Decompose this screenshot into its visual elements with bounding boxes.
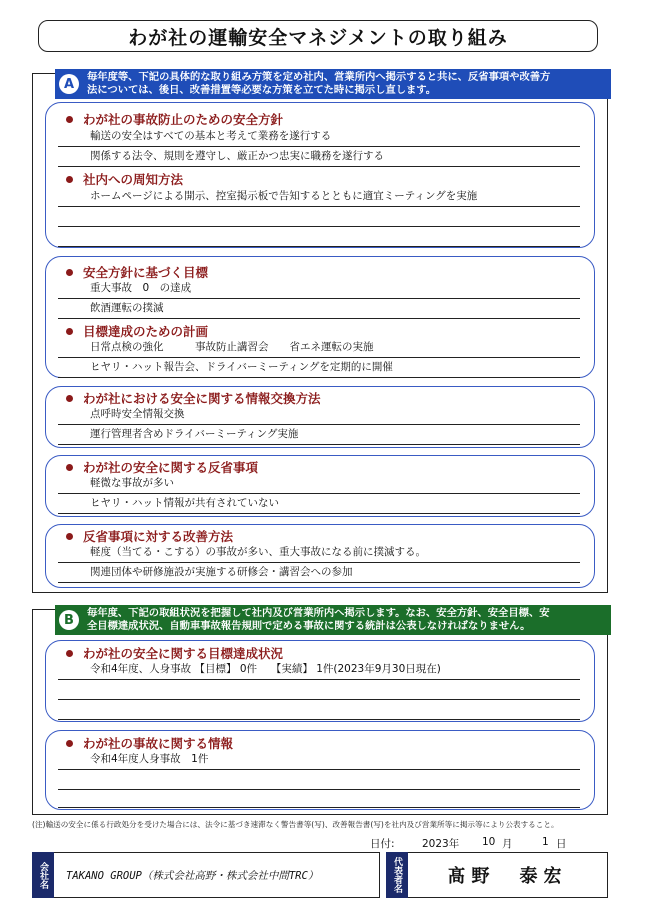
- page-title: わが社の運輸安全マネジメントの取り組み: [38, 20, 598, 52]
- section-title-text: 社内への周知方法: [83, 172, 184, 187]
- date-day-value: 1: [542, 836, 549, 848]
- section-title: [66, 111, 283, 127]
- section-title-text: わが社の事故に関する情報: [83, 736, 234, 751]
- section-title: [66, 459, 258, 475]
- section-title: [66, 390, 321, 406]
- text-line: ヒヤリ・ハット情報が共有されていない: [58, 494, 580, 514]
- section-title: [66, 264, 208, 280]
- text-line: [58, 770, 580, 790]
- bullet-icon: [66, 740, 73, 747]
- section-a-banner: [55, 69, 611, 99]
- section-title-text: 反省事項に対する改善方法: [83, 529, 234, 544]
- date-month-unit: 月: [502, 838, 513, 850]
- section-title-text: わが社の安全に関する反省事項: [83, 460, 259, 475]
- section-a-intro-line-1: 毎年度等、下記の具体的な取り組み方策を定め社内、営業所内へ掲示すると共に、反省事項や改善方: [87, 71, 551, 83]
- bullet-icon: [66, 650, 73, 657]
- panel-info-exchange: [45, 386, 595, 448]
- text-line: 軽度（当てる・こする）の事故が多い、重大事故になる前に撲滅する。: [58, 543, 580, 563]
- representative-label: [386, 852, 408, 898]
- text-line: 関係する法令、規則を遵守し、厳正かつ忠実に職務を遂行する: [58, 147, 580, 167]
- section-a-intro-line-2: 法については、後日、改善措置等必要な方策を立てた時に掲示し直します。: [87, 84, 437, 96]
- text-line: 運行管理者含めドライバーミーティング実施: [58, 425, 580, 445]
- section-title: [66, 323, 208, 339]
- text-line: [58, 207, 580, 227]
- text-line: [58, 680, 580, 700]
- section-title-text: わが社の事故防止のための安全方針: [83, 112, 284, 127]
- panel-accident-info: [45, 730, 595, 810]
- date-row: [370, 836, 567, 851]
- text-line: 令和4年度人身事故 1件: [58, 750, 580, 770]
- panel-safety-goals: [45, 256, 595, 378]
- date-year: 2023年: [422, 838, 460, 850]
- text-line: ホームページによる開示、控室掲示板で告知するとともに適宜ミーティングを実施: [58, 187, 580, 207]
- text-line: 点呼時安全情報交換: [58, 405, 580, 425]
- panel-improvements: [45, 524, 595, 588]
- text-line: 軽微な事故が多い: [58, 474, 580, 494]
- panel-reflections: [45, 455, 595, 517]
- text-line: 輸送の安全はすべての基本と考えて業務を遂行する: [58, 127, 580, 147]
- text-line: ヒヤリ・ハット報告会、ドライバーミーティングを定期的に開催: [58, 358, 580, 378]
- text-line: 関連団体や研修施設が実施する研修会・講習会への参加: [58, 563, 580, 583]
- section-b-intro-line-2: 全目標達成状況、自動車事故報告規則で定める事故に関する統計は公表しなければなりません。: [87, 620, 531, 632]
- date-day-unit: 日: [556, 838, 567, 850]
- text-line: [58, 700, 580, 720]
- section-b-banner: [55, 605, 611, 635]
- bullet-icon: [66, 176, 73, 183]
- date-month-value: 10: [482, 836, 496, 848]
- section-title: [66, 171, 183, 187]
- panel-safety-policy: [45, 102, 595, 248]
- bullet-icon: [66, 395, 73, 402]
- section-title-text: わが社における安全に関する情報交換方法: [83, 391, 321, 406]
- bullet-icon: [66, 269, 73, 276]
- representative-name: 髙野 泰宏: [408, 852, 608, 898]
- text-line: 飲酒運転の撲滅: [58, 299, 580, 319]
- signature-row: [32, 852, 608, 898]
- section-b-frame: [32, 609, 608, 815]
- section-title: [66, 528, 233, 544]
- bullet-icon: [66, 533, 73, 540]
- text-line: 日常点検の強化 事故防止講習会 省エネ運転の実施: [58, 338, 580, 358]
- panel-goal-status: [45, 640, 595, 722]
- text-line: [58, 227, 580, 247]
- section-title: [66, 735, 233, 751]
- bullet-icon: [66, 116, 73, 123]
- text-line: [58, 788, 580, 808]
- company-label: [32, 852, 54, 898]
- date-label: 日付:: [370, 838, 395, 850]
- section-title-text: わが社の安全に関する目標達成状況: [83, 646, 284, 661]
- representative-label-text: 代表者名: [392, 857, 402, 893]
- text-line: 重大事故 0 の達成: [58, 279, 580, 299]
- section-b-intro-line-1: 毎年度、下記の取組状況を把握して社内及び営業所内へ掲示します。なお、安全方針、安全目標、安: [87, 607, 550, 619]
- company-label-text: 会社名: [38, 861, 48, 889]
- section-title: [66, 645, 283, 661]
- text-line: 令和4年度、人身事故 【目標】 0件 【実績】 1件(2023年9月30日現在): [58, 660, 580, 680]
- section-title-text: 目標達成のための計画: [83, 324, 209, 339]
- section-title-text: 安全方針に基づく目標: [83, 265, 209, 280]
- section-b-badge: B: [59, 610, 79, 630]
- section-a-frame: [32, 73, 608, 593]
- section-a-badge: A: [59, 74, 79, 94]
- bullet-icon: [66, 328, 73, 335]
- footnote: (注)輸送の安全に係る行政処分を受けた場合には、法令に基づき速滞なく警告書等(写)、改善報告書(写)を社内及び営業所等に掲示等により公表すること。: [32, 820, 559, 829]
- company-name: TAKANO GROUP（株式会社高野・株式会社中間TRC）: [54, 852, 380, 898]
- bullet-icon: [66, 464, 73, 471]
